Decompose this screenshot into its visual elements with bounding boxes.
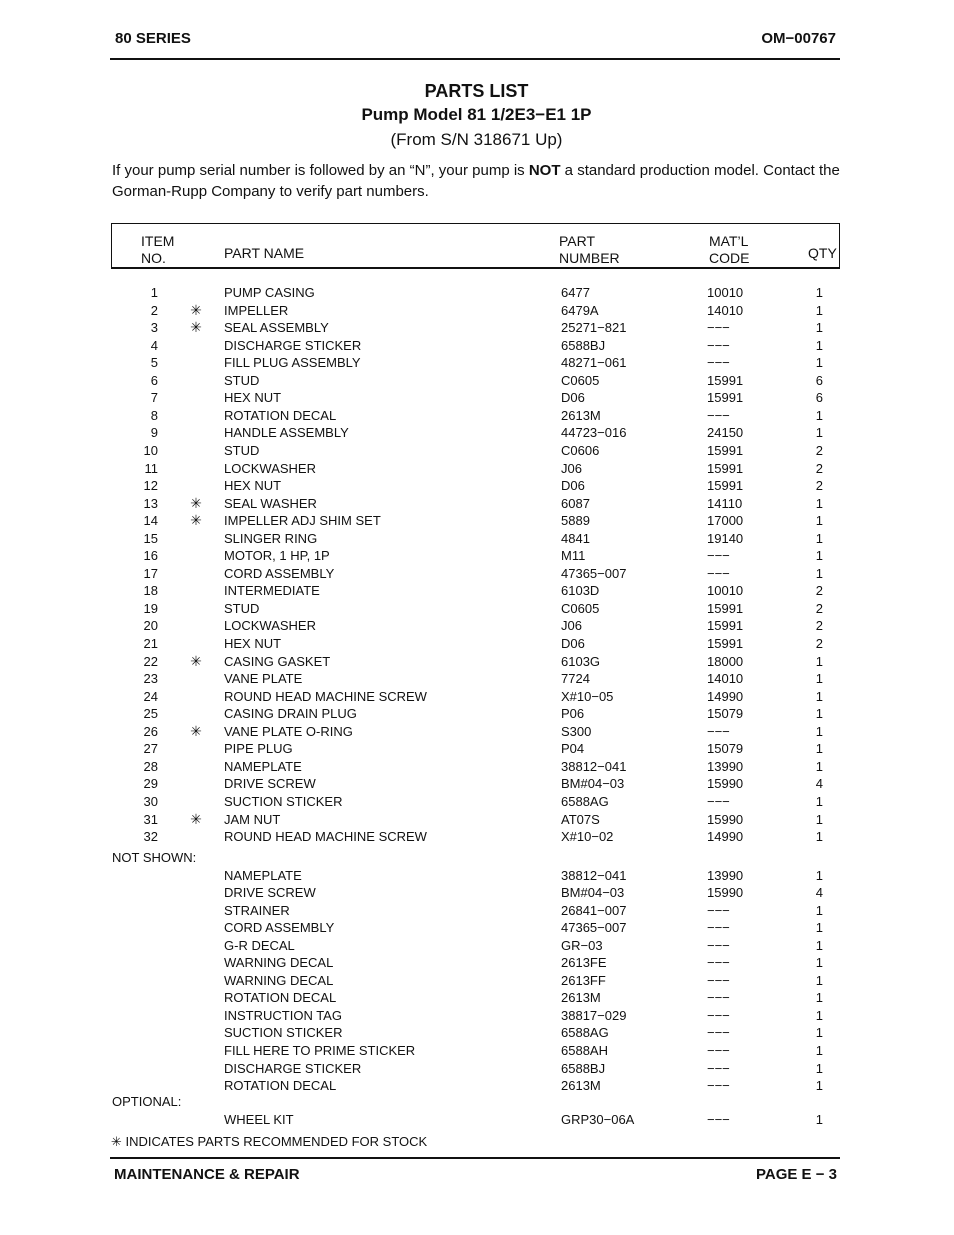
table-row [0,1007,954,1024]
part-name: VANE PLATE O-RING [224,723,353,739]
material-code: 15991 [707,478,744,494]
item-number: 23 [143,671,158,687]
quantity: 1 [815,811,823,827]
item-number: 27 [143,741,158,757]
stock-star-icon: ✳ [190,652,202,669]
part-number: 2613M [561,990,601,1006]
part-number: 38817−029 [561,1007,627,1023]
part-name: CORD ASSEMBLY [224,920,335,936]
part-number: AT07S [561,811,600,827]
header-rule [110,58,840,60]
item-number: 17 [143,565,158,581]
part-name: STUD [224,600,260,616]
part-name: SUCTION STICKER [224,1025,343,1041]
item-number: 24 [143,688,158,704]
material-code: 15991 [707,390,744,406]
part-number: C0605 [561,372,600,388]
table-row [0,1024,954,1041]
item-number: 13 [143,495,158,511]
quantity: 1 [815,320,823,336]
table-row [0,793,954,810]
table-row [0,972,954,989]
quantity: 2 [815,583,823,599]
table-row [0,1077,954,1094]
intro-text-bold: NOT [528,162,561,179]
part-name: CORD ASSEMBLY [224,565,335,581]
part-name: NAMEPLATE [224,758,302,774]
part-number: 2613M [561,407,601,423]
material-code: 15991 [707,460,744,476]
part-name: HEX NUT [224,478,282,494]
part-name: DRIVE SCREW [224,885,316,901]
table-row [0,565,954,582]
part-number: D06 [561,390,585,406]
table-row [0,1042,954,1059]
part-name: VANE PLATE [224,671,303,687]
stock-star-icon: ✳ [190,512,202,529]
table-row [0,989,954,1006]
section-label: MAINTENANCE & REPAIR [114,1166,300,1183]
part-number: 6588AG [561,1025,609,1041]
part-name: CASING GASKET [224,653,331,669]
material-code: −−− [707,723,730,739]
part-number: 48271−061 [561,355,627,371]
part-number: 44723−016 [561,425,627,441]
quantity: 2 [815,618,823,634]
part-number: 6087 [561,495,590,511]
material-code: 15991 [707,442,744,458]
table-row [0,828,954,845]
part-number: 6588BJ [561,1060,606,1076]
table-row [0,477,954,494]
table-row [0,582,954,599]
material-code: 15991 [707,600,744,616]
part-number: 6588AG [561,793,609,809]
item-number: 12 [143,478,158,494]
item-number: 14 [143,513,158,529]
part-number: 2613FE [561,955,607,971]
table-row [0,884,954,901]
material-code: −−− [707,990,730,1006]
part-name: WHEEL KIT [224,1111,294,1127]
quantity: 1 [815,495,823,511]
stock-star-icon: ✳ [190,722,202,739]
table-row [0,919,954,936]
part-number: C0605 [561,600,600,616]
column-header-box [111,223,840,269]
table-row [0,775,954,792]
part-name: STUD [224,372,260,388]
quantity: 1 [815,688,823,704]
item-number: 8 [150,407,158,423]
part-name: STRAINER [224,902,290,918]
part-name: ROUND HEAD MACHINE SCREW [224,829,427,845]
item-number: 29 [143,776,158,792]
material-code: 18000 [707,653,744,669]
material-code: 17000 [707,513,744,529]
part-name: DISCHARGE STICKER [224,337,362,353]
quantity: 1 [815,671,823,687]
part-number: S300 [561,723,592,739]
stock-star-icon: ✳ [190,494,202,511]
part-name: HEX NUT [224,636,282,651]
table-row [0,442,954,459]
part-number: 6588BJ [561,337,606,353]
part-name: JAM NUT [224,811,281,827]
table-row [0,723,954,740]
part-name: MOTOR, 1 HP, 1P [224,548,330,564]
part-name: NAMEPLATE [224,867,302,883]
table-row [0,740,954,757]
item-number: 3 [150,320,158,336]
table-row [0,1060,954,1077]
table-row [0,600,954,617]
quantity: 1 [815,937,823,953]
table-row [0,811,954,828]
table-row [0,547,954,564]
quantity: 1 [815,1007,823,1023]
part-number: BM#04−03 [561,776,625,792]
table-row [0,653,954,670]
table-row [0,705,954,722]
part-name: IMPELLER ADJ SHIM SET [224,513,381,529]
table-row [0,758,954,775]
quantity: 1 [815,990,823,1006]
quantity: 1 [815,1111,823,1127]
table-row [0,512,954,529]
material-code: −−− [707,1060,730,1076]
material-code: 10010 [707,583,744,599]
quantity: 1 [815,653,823,669]
table-row [0,302,954,319]
material-code: 15990 [707,811,744,827]
part-name: ROTATION DECAL [224,1078,337,1094]
item-number: 1 [150,285,158,300]
part-name: SEAL WASHER [224,495,317,511]
not-shown-label: NOT SHOWN: [112,850,197,865]
col-part-name: PART NAME [224,245,305,261]
part-name: WARNING DECAL [224,955,334,971]
material-code: 15990 [707,776,744,792]
part-number: 6103D [561,583,600,599]
table-row [0,954,954,971]
part-number: D06 [561,478,585,494]
col-item-line2: NO. [141,250,166,266]
table-row [0,372,954,389]
material-code: −−− [707,1111,730,1127]
quantity: 1 [815,902,823,918]
material-code: 15991 [707,372,744,388]
item-number: 30 [143,793,158,809]
stock-star-icon: ✳ [190,301,202,318]
material-code: −−− [707,337,730,353]
part-number: M11 [561,548,586,564]
item-number: 32 [143,829,158,845]
material-code: −−− [707,937,730,953]
material-code: −−− [707,1025,730,1041]
part-number: 4841 [561,530,590,546]
table-row [0,635,954,652]
table-row [0,617,954,634]
quantity: 2 [815,478,823,494]
col-qty: QTY [808,245,837,261]
part-name: LOCKWASHER [224,618,316,634]
item-number: 31 [143,811,158,827]
material-code: 14990 [707,829,744,845]
col-item-line1: ITEM [141,233,175,249]
intro-paragraph [112,160,847,202]
item-number: 18 [143,583,158,599]
material-code: −−− [707,355,730,371]
quantity: 1 [815,285,823,300]
footer-rule [110,1157,840,1159]
table-row [0,902,954,919]
item-number: 16 [143,548,158,564]
intro-text-after: a standard production model. Contact the Gorman-Rupp Company to verify part numbers. [112,162,840,200]
part-number: P06 [561,706,585,722]
item-number: 11 [144,460,158,476]
item-number: 7 [150,390,158,406]
material-code: 24150 [707,425,744,441]
quantity: 1 [815,565,823,581]
quantity: 6 [815,390,823,406]
footnote-text: INDICATES PARTS RECOMMENDED FOR STOCK [125,1134,428,1149]
quantity: 1 [815,548,823,564]
quantity: 1 [815,337,823,353]
part-name: ROUND HEAD MACHINE SCREW [224,688,427,704]
part-number: 7724 [561,671,590,687]
quantity: 1 [815,972,823,988]
quantity: 1 [815,741,823,757]
item-number: 19 [143,600,158,616]
material-code: 15991 [707,618,744,634]
col-mat-code-line1: MAT’L [709,233,749,249]
table-row [0,389,954,406]
part-number: GR−03 [561,937,603,953]
item-number: 22 [143,653,158,669]
material-code: 19140 [707,530,744,546]
part-name: DISCHARGE STICKER [224,1060,362,1076]
material-code: 13990 [707,758,744,774]
quantity: 1 [815,302,823,318]
material-code: 14010 [707,302,744,318]
table-row [0,530,954,547]
item-number: 21 [143,636,158,651]
serial-range-title: (From S/N 318671 Up) [390,130,563,149]
intro-text-before: If your pump serial number is followed by an “N”, your pump is [112,162,529,179]
material-code: −−− [707,1043,730,1058]
material-code: 10010 [707,285,744,300]
quantity: 1 [815,1078,823,1094]
item-number: 4 [150,337,158,353]
col-mat-code-line2: CODE [709,250,750,266]
table-row [0,354,954,371]
part-number: GRP30−06A [561,1111,635,1127]
material-code: −−− [707,407,730,423]
material-code: −−− [707,320,730,336]
part-number: 6477 [561,285,590,300]
quantity: 1 [815,1025,823,1041]
part-number: 25271−821 [561,320,627,336]
part-number: 5889 [561,513,590,529]
part-number: 47365−007 [561,565,627,581]
table-row [0,424,954,441]
table-row [0,407,954,424]
quantity: 1 [815,407,823,423]
optional-label: OPTIONAL: [112,1094,182,1109]
manual-number: OM−00767 [761,30,836,47]
page-footer [110,1166,840,1186]
table-row [0,337,954,354]
material-code: −−− [707,793,730,809]
part-number: X#10−02 [561,829,614,845]
quantity: 1 [815,1043,823,1058]
material-code: −−− [707,1007,730,1023]
part-number: 47365−007 [561,920,627,936]
stock-star-icon: ✳ [190,810,202,827]
item-number: 9 [150,425,158,441]
quantity: 1 [815,758,823,774]
item-number: 26 [143,723,158,739]
part-number: C0606 [561,442,600,458]
part-name: CASING DRAIN PLUG [224,706,357,722]
quantity: 1 [815,1060,823,1076]
part-name: FILL PLUG ASSEMBLY [224,355,361,371]
page-number: PAGE E − 3 [755,1166,837,1183]
table-row [0,670,954,687]
part-number: 6479A [561,302,599,318]
material-code: 15991 [707,636,744,651]
quantity: 1 [815,513,823,529]
pump-model-title: Pump Model 81 1/2E3−E1 1P [361,105,592,124]
part-name: INSTRUCTION TAG [224,1007,342,1023]
part-name: FILL HERE TO PRIME STICKER [224,1043,416,1058]
part-name: IMPELLER [224,302,289,318]
table-row [0,284,954,301]
item-number: 20 [143,618,158,634]
part-name: DRIVE SCREW [224,776,316,792]
item-number: 10 [143,442,158,458]
material-code: −−− [707,920,730,936]
material-code: 14010 [707,671,744,687]
item-number: 2 [150,302,158,318]
part-name: INTERMEDIATE [224,583,320,599]
part-number: 6588AH [561,1043,608,1058]
part-number: J06 [561,460,582,476]
part-name: SEAL ASSEMBLY [224,320,329,336]
col-part-number-line1: PART [559,233,596,249]
table-row [0,937,954,954]
material-code: −−− [707,548,730,564]
part-number: 38812−041 [561,867,627,883]
part-name: WARNING DECAL [224,972,334,988]
material-code: −−− [707,565,730,581]
table-row [0,688,954,705]
table-row [0,460,954,477]
part-number: X#10−05 [561,688,614,704]
quantity: 4 [815,885,823,901]
quantity: 1 [815,829,823,845]
material-code: 14990 [707,688,744,704]
part-number: D06 [561,636,585,651]
quantity: 1 [815,530,823,546]
part-name: SUCTION STICKER [224,793,343,809]
quantity: 2 [815,460,823,476]
part-number: J06 [561,618,582,634]
col-part-number-line2: NUMBER [559,250,620,266]
item-number: 25 [143,706,158,722]
material-code: 15079 [707,706,744,722]
item-number: 6 [150,372,158,388]
quantity: 1 [815,867,823,883]
part-number: 38812−041 [561,758,627,774]
part-name: SLINGER RING [224,530,318,546]
quantity: 1 [815,723,823,739]
table-row [0,867,954,884]
material-code: −−− [707,972,730,988]
part-number: P04 [561,741,585,757]
table-row [0,1111,954,1128]
star-icon: ✳ [111,1134,122,1149]
quantity: 2 [815,636,823,651]
quantity: 2 [815,600,823,616]
material-code: 15990 [707,885,744,901]
part-number: 6103G [561,653,601,669]
material-code: −−− [707,1078,730,1094]
part-name: ROTATION DECAL [224,990,337,1006]
part-name: PIPE PLUG [224,741,293,757]
table-row [0,495,954,512]
item-number: 15 [143,530,158,546]
part-name: LOCKWASHER [224,460,316,476]
quantity: 4 [815,776,823,792]
quantity: 1 [815,355,823,371]
page-title: PARTS LIST [424,81,529,101]
part-number: 2613FF [561,972,606,988]
material-code: 13990 [707,867,744,883]
part-number: BM#04−03 [561,885,625,901]
item-number: 5 [150,355,158,371]
material-code: −−− [707,955,730,971]
quantity: 1 [815,920,823,936]
part-number: 2613M [561,1078,601,1094]
quantity: 2 [815,442,823,458]
quantity: 6 [815,372,823,388]
quantity: 1 [815,793,823,809]
item-number: 28 [143,758,158,774]
quantity: 1 [815,706,823,722]
part-name: HEX NUT [224,390,282,406]
series-label: 80 SERIES [115,30,191,47]
part-name: ROTATION DECAL [224,407,337,423]
material-code: 15079 [707,741,744,757]
stock-star-icon: ✳ [190,319,202,336]
part-name: PUMP CASING [224,285,315,300]
table-row [0,319,954,336]
page-header [110,30,840,60]
material-code: −−− [707,902,730,918]
stock-footnote [111,1133,427,1150]
part-name: HANDLE ASSEMBLY [224,425,349,441]
quantity: 1 [815,425,823,441]
part-name: STUD [224,442,260,458]
quantity: 1 [815,955,823,971]
part-name: G-R DECAL [224,937,295,953]
material-code: 14110 [707,495,743,511]
part-number: 26841−007 [561,902,627,918]
